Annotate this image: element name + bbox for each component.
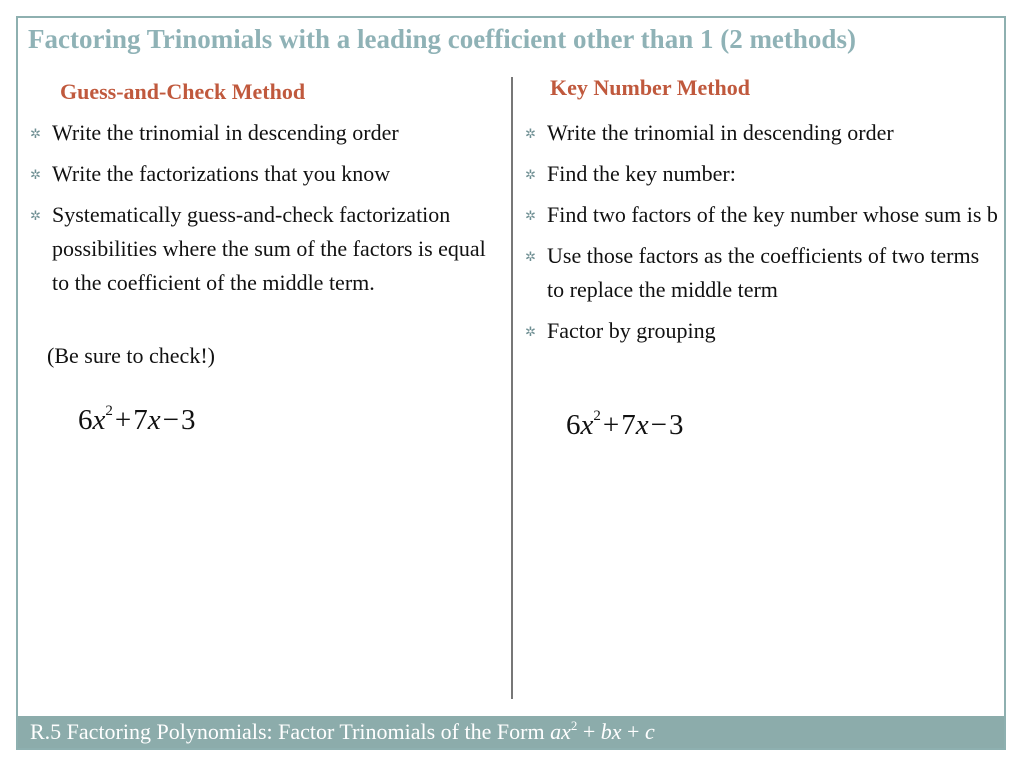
star-bullet-icon: ✲ bbox=[30, 208, 41, 223]
list-item: ✲ Write the trinomial in descending order bbox=[525, 116, 1000, 150]
list-item: ✲ Write the factorizations that you know bbox=[30, 157, 508, 191]
column-divider bbox=[511, 77, 513, 699]
left-trinomial-expression: $6x^2+7x-3$ bbox=[78, 403, 196, 436]
star-bullet-icon: ✲ bbox=[525, 167, 536, 182]
star-bullet-icon: ✲ bbox=[525, 249, 536, 264]
list-item: ✲ Find the key number: bbox=[525, 157, 1000, 191]
star-bullet-icon: ✲ bbox=[525, 126, 536, 141]
slide-title: Factoring Trinomials with a leading coefficient other than 1 (2 methods) bbox=[28, 24, 856, 54]
right-column-heading: Key Number Method bbox=[550, 75, 751, 100]
right-trinomial-expression: $6x^2+7x-3$ bbox=[566, 408, 684, 441]
footer-text: R.5 Factoring Polynomials: Factor Trinomials of the Form $ax^2$ + bx + c bbox=[30, 718, 655, 744]
star-bullet-icon: ✲ bbox=[525, 208, 536, 223]
list-item: ✲ Systematically guess-and-check factorization possibilities where the sum of the factors is equal to the coefficient of the middle term. bbox=[30, 198, 508, 300]
left-bullet-list bbox=[30, 116, 508, 307]
star-bullet-icon: ✲ bbox=[30, 167, 41, 182]
star-bullet-icon: ✲ bbox=[525, 324, 536, 339]
footer-formula: $ax^2$ + bx + c bbox=[550, 718, 655, 744]
check-note: (Be sure to check!) bbox=[47, 343, 215, 368]
list-item: ✲ Write the trinomial in descending order bbox=[30, 116, 508, 150]
left-column-heading: Guess-and-Check Method bbox=[60, 79, 306, 104]
star-bullet-icon: ✲ bbox=[30, 126, 41, 141]
footer-bar bbox=[18, 716, 1004, 748]
list-item: ✲ Factor by grouping bbox=[525, 314, 1000, 348]
list-item: ✲ Find two factors of the key number whose sum is b bbox=[525, 198, 1000, 232]
list-item: ✲ Use those factors as the coefficients of two terms to replace the middle term bbox=[525, 239, 1000, 307]
right-bullet-list bbox=[525, 116, 1000, 355]
